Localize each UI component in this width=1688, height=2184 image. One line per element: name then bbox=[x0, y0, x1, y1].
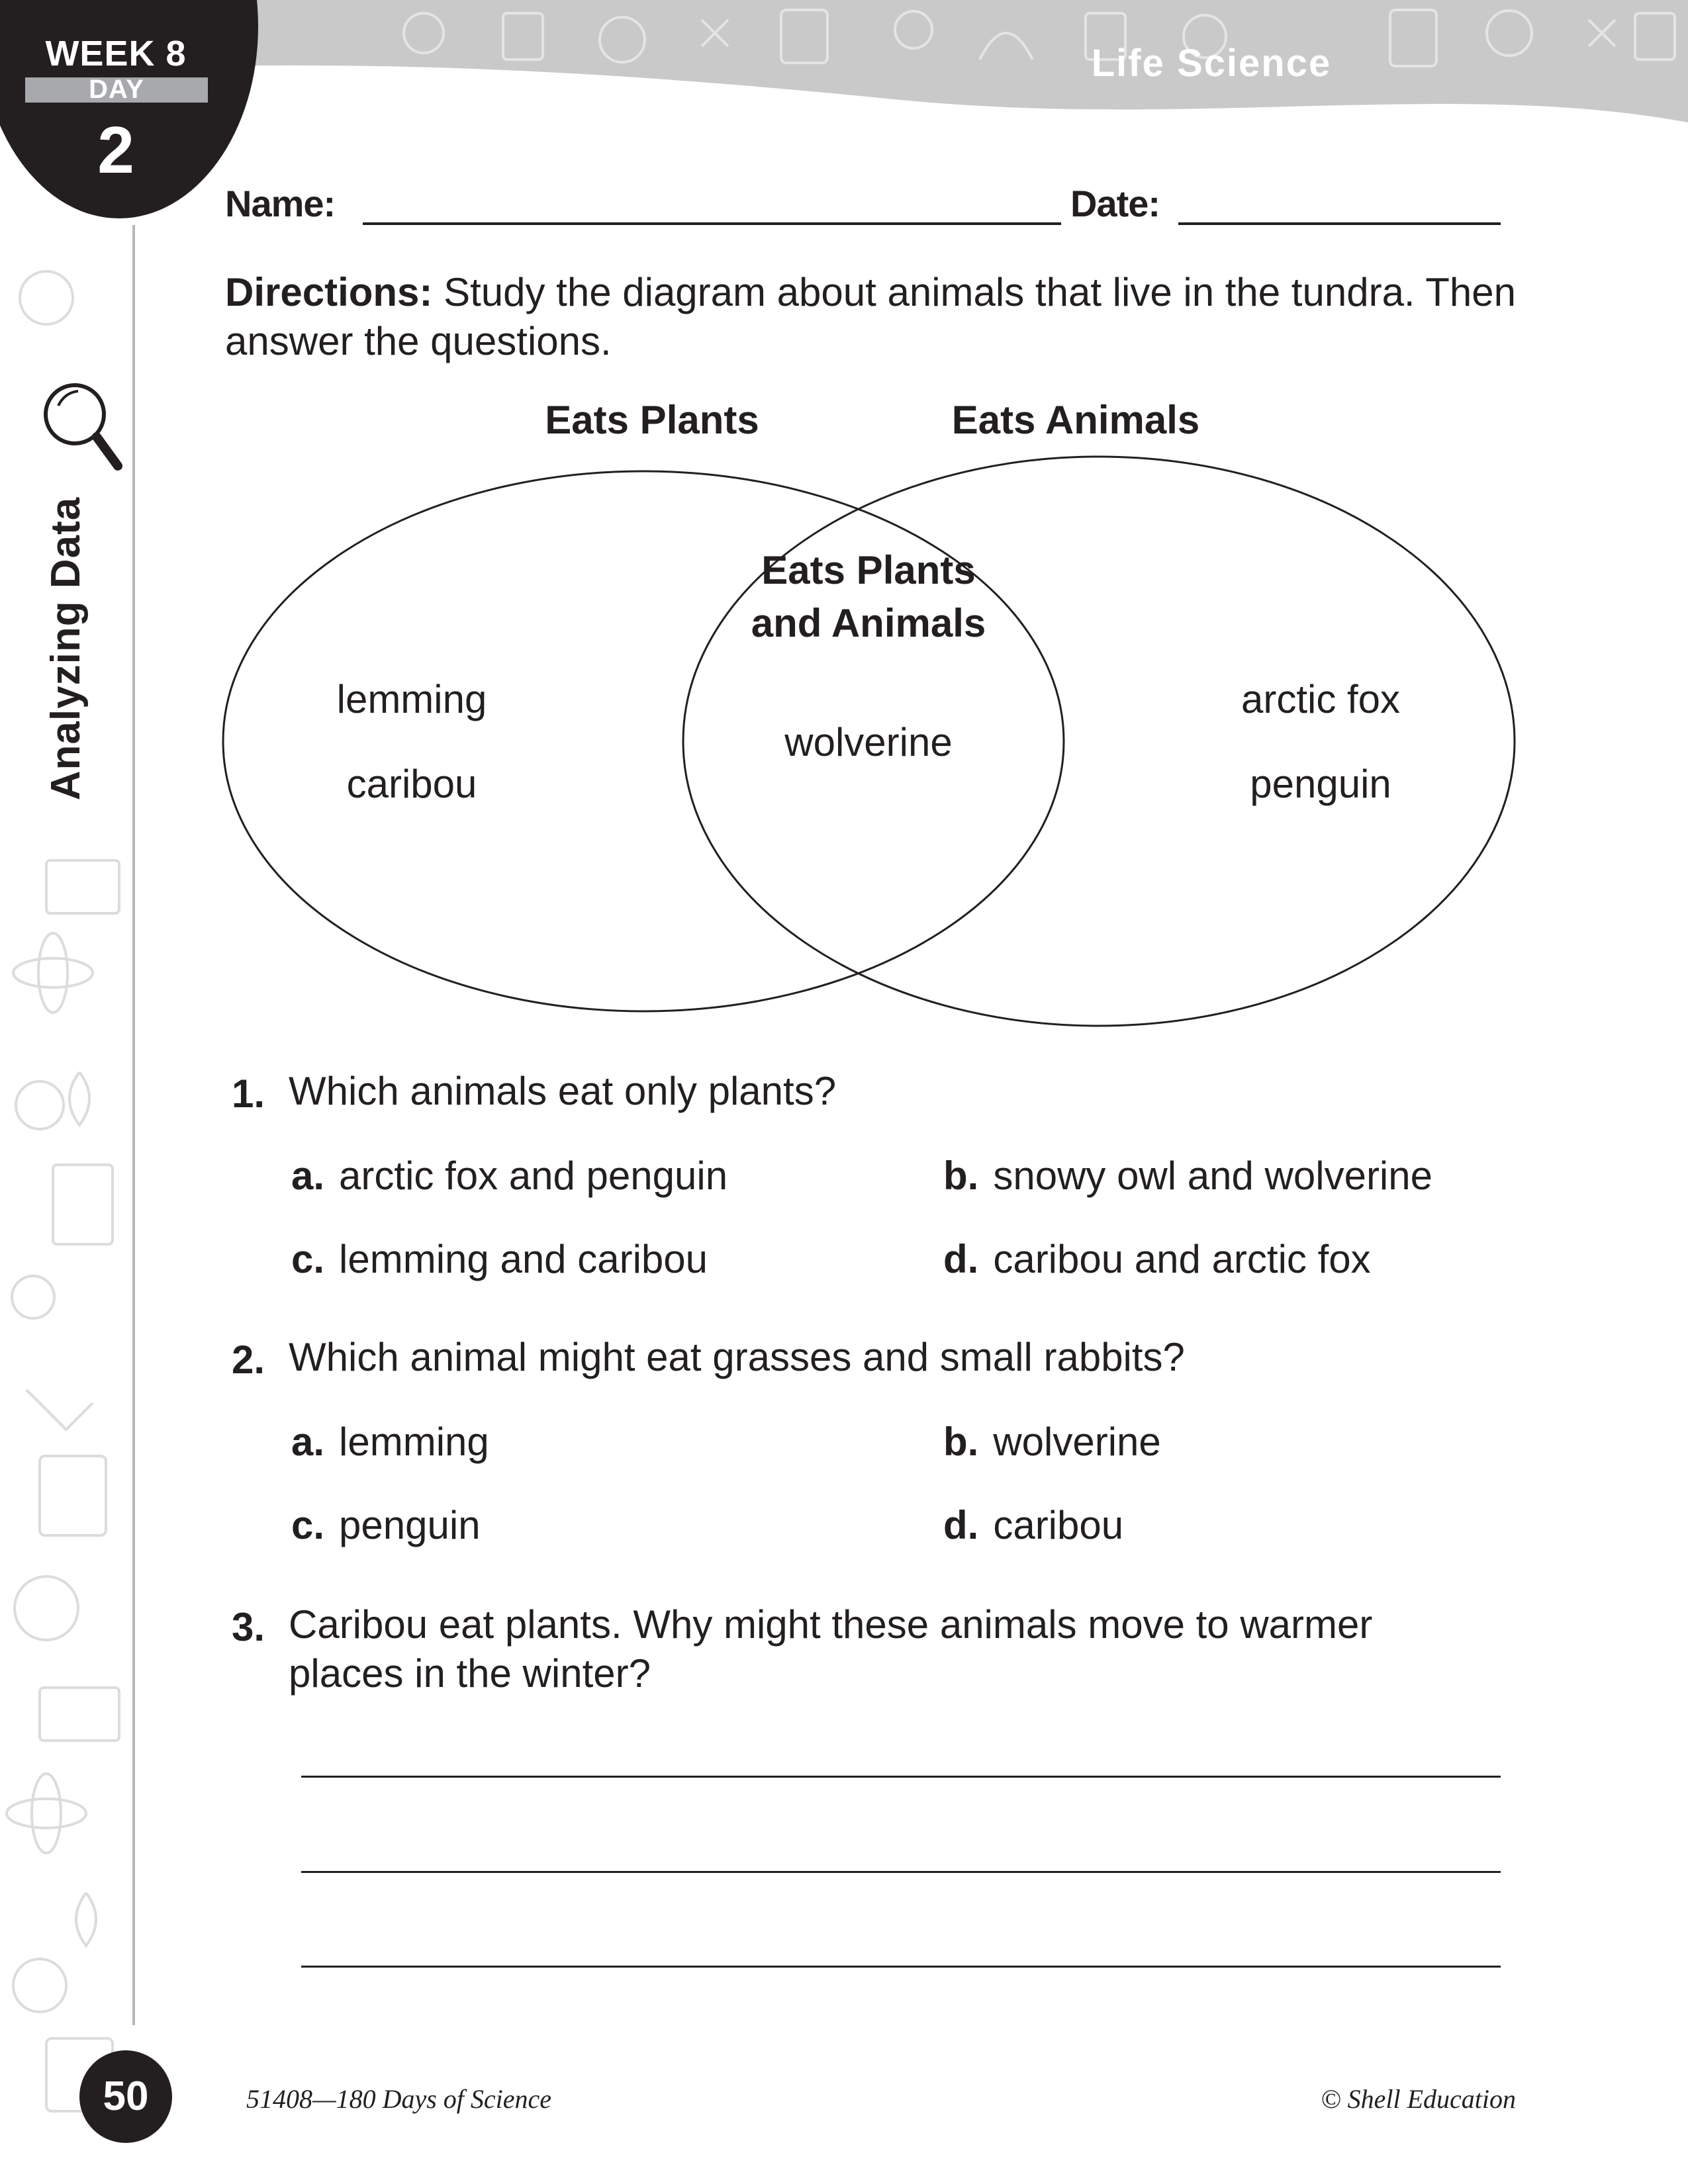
venn-right-label: Eats Animals bbox=[951, 398, 1200, 442]
q2-option-d[interactable] bbox=[943, 1502, 1123, 1548]
option-letter: b. bbox=[943, 1420, 979, 1464]
q2-option-b[interactable] bbox=[943, 1419, 1161, 1465]
venn-overlap-label-2: and Animals bbox=[751, 601, 986, 645]
page-number: 50 bbox=[79, 2050, 172, 2143]
venn-left-item: caribou bbox=[346, 762, 477, 806]
venn-right-item: penguin bbox=[1250, 762, 1391, 806]
option-text: lemming bbox=[339, 1420, 489, 1464]
option-text: arctic fox and penguin bbox=[339, 1154, 728, 1198]
option-text: caribou and arctic fox bbox=[993, 1237, 1371, 1281]
venn-left-item: lemming bbox=[336, 677, 487, 721]
venn-overlap-item: wolverine bbox=[784, 720, 953, 764]
question-2-number: 2. bbox=[231, 1338, 265, 1382]
answer-line[interactable] bbox=[301, 1871, 1501, 1873]
option-text: lemming and caribou bbox=[339, 1237, 708, 1281]
magnifying-glass-icon bbox=[38, 376, 124, 475]
venn-left-label: Eats Plants bbox=[545, 398, 759, 442]
option-text: caribou bbox=[993, 1503, 1124, 1547]
footer-book: 51408—180 Days of Science bbox=[246, 2084, 552, 2114]
name-label: Name: bbox=[225, 183, 336, 224]
question-2-text: Which animal might eat grasses and small rabbits? bbox=[289, 1335, 1185, 1379]
venn-overlap-label-1: Eats Plants bbox=[761, 548, 976, 592]
q1-option-a[interactable] bbox=[291, 1153, 727, 1199]
name-field[interactable] bbox=[363, 222, 1061, 225]
q1-option-b[interactable] bbox=[943, 1153, 1432, 1199]
answer-line[interactable] bbox=[301, 1776, 1501, 1778]
option-letter: b. bbox=[943, 1154, 979, 1198]
option-letter: d. bbox=[943, 1237, 979, 1281]
option-text: penguin bbox=[339, 1503, 481, 1547]
day-label: DAY bbox=[89, 75, 144, 104]
option-letter: a. bbox=[291, 1420, 325, 1464]
question-3-text-line2: places in the winter? bbox=[289, 1651, 651, 1696]
question-3-text-line1: Caribou eat plants. Why might these animals move to warmer bbox=[289, 1602, 1373, 1647]
option-letter: c. bbox=[291, 1503, 325, 1547]
q2-option-a[interactable] bbox=[291, 1419, 489, 1465]
skill-label: Analyzing Data bbox=[43, 496, 89, 801]
directions-lead: Directions: bbox=[225, 270, 433, 314]
date-label: Date: bbox=[1070, 183, 1160, 224]
directions-text: Study the diagram about animals that live in the tundra. Then answer the questions. bbox=[225, 270, 1516, 363]
subject-title: Life Science bbox=[1091, 42, 1332, 85]
answer-line[interactable] bbox=[301, 1966, 1501, 1968]
footer-publisher: © Shell Education bbox=[1321, 2084, 1516, 2114]
week-label: WEEK 8 bbox=[45, 34, 187, 73]
option-text: snowy owl and wolverine bbox=[993, 1154, 1432, 1198]
option-letter: a. bbox=[291, 1154, 325, 1198]
question-1-number: 1. bbox=[231, 1071, 265, 1116]
question-3-number: 3. bbox=[231, 1605, 265, 1649]
option-letter: d. bbox=[943, 1503, 979, 1547]
option-text: wolverine bbox=[993, 1420, 1161, 1464]
q2-option-c[interactable] bbox=[291, 1502, 481, 1548]
date-field[interactable] bbox=[1178, 222, 1501, 225]
venn-right-item: arctic fox bbox=[1241, 677, 1401, 721]
q1-option-d[interactable] bbox=[943, 1236, 1371, 1282]
question-1-text: Which animals eat only plants? bbox=[289, 1069, 837, 1113]
sidebar-divider bbox=[132, 225, 135, 2025]
directions bbox=[225, 268, 1516, 366]
q1-option-c[interactable] bbox=[291, 1236, 708, 1282]
day-number: 2 bbox=[97, 113, 134, 187]
option-letter: c. bbox=[291, 1237, 325, 1281]
